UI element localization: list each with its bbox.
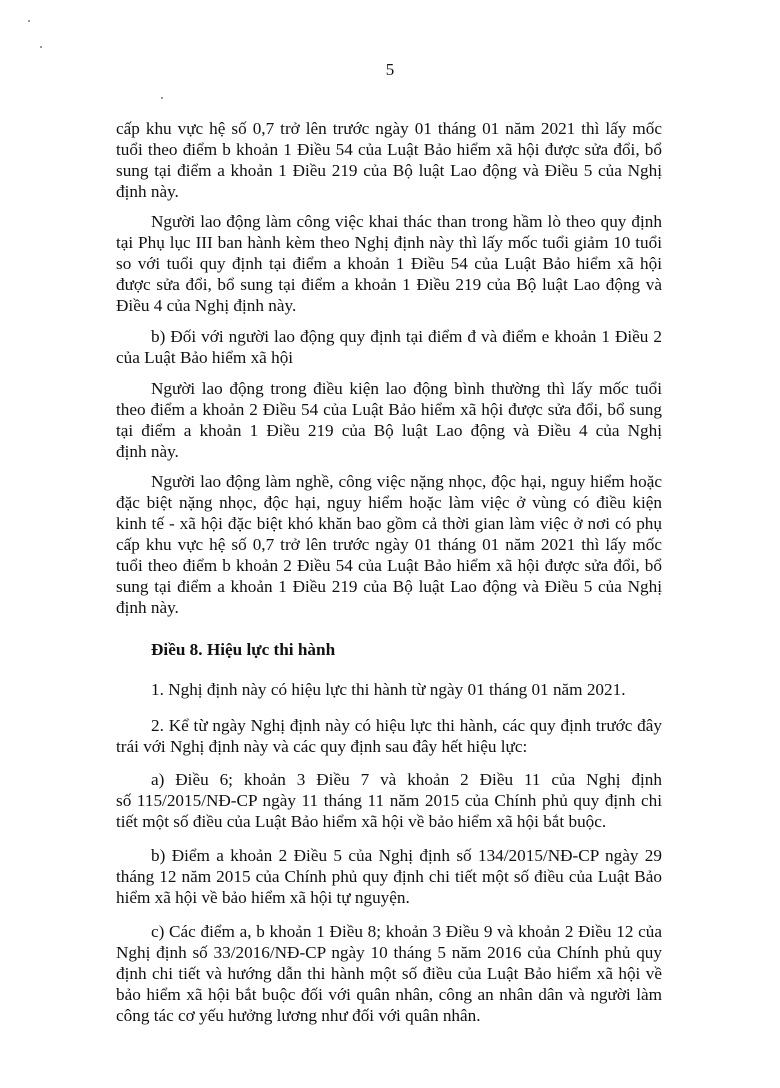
text-line: tại Phụ lục III ban hành kèm theo Nghị định này thì lấy mốc tuổi giảm 10 tuổi [116, 233, 662, 252]
text-line: 2. Kể từ ngày Nghị định này có hiệu lực thi hành, các quy định trước đây [151, 716, 662, 735]
text-line: số 115/2015/NĐ-CP ngày 11 tháng 11 năm 2015 của Chính phủ quy định chi [116, 791, 662, 810]
text-line: tiết một số điều của Luật Bảo hiểm xã hội về bảo hiểm xã hội bắt buộc. [116, 812, 607, 831]
text-line: Người lao động trong điều kiện lao động bình thường thì lấy mốc tuổi [151, 379, 662, 398]
text-line: Người lao động làm công việc khai thác than trong hầm lò theo quy định [151, 212, 662, 231]
text-line: cấp khu vực hệ số 0,7 trở lên trước ngày 01 tháng 01 năm 2021 thì lấy mốc [116, 535, 662, 554]
text-line: Người lao động làm nghề, công việc nặng nhọc, độc hại, nguy hiểm hoặc [151, 472, 662, 491]
text-line: của Luật Bảo hiểm xã hội [116, 348, 294, 367]
text-line: tháng 12 năm 2015 của Chính phủ quy định chi tiết một số điều của Luật Bảo [116, 867, 662, 886]
text-line: b) Đối với người lao động quy định tại điểm đ và điểm e khoản 1 Điều 2 [151, 327, 662, 346]
text-line: cấp khu vực hệ số 0,7 trở lên trước ngày 01 tháng 01 năm 2021 thì lấy mốc [116, 119, 662, 138]
text-line: tại điểm a khoản 1 Điều 219 của Bộ luật Lao động và Điều 4 của Nghị [116, 421, 662, 440]
text-line: theo điểm a khoản 2 Điều 54 của Luật Bảo hiểm xã hội được sửa đổi, bổ sung [116, 400, 662, 419]
text-line: c) Các điểm a, b khoản 1 Điều 8; khoản 3 Điều 9 và khoản 2 Điều 12 của [151, 922, 662, 941]
text-line: định này. [116, 598, 179, 617]
text-line: được sửa đổi, bổ sung tại điểm a khoản 1 Điều 219 của Bộ luật Lao động và [116, 275, 662, 294]
text-line: đặc biệt nặng nhọc, độc hại, nguy hiểm hoặc làm việc ở vùng có điều kiện [116, 493, 662, 512]
text-line: định này. [116, 442, 179, 461]
paragraph-effective-date: 1. Nghị định này có hiệu lực thi hành từ ngày 01 tháng 01 năm 2021. [151, 680, 626, 699]
scan-speck [161, 97, 163, 99]
article-heading: Điều 8. Hiệu lực thi hành [151, 640, 336, 659]
text-line: định chi tiết và hướng dẫn thi hành một số điều của Luật Bảo hiểm xã hội về [116, 964, 662, 983]
text-line: kinh tế - xã hội đặc biệt khó khăn bao gồm cả thời gian làm việc ở nơi có phụ [116, 514, 662, 533]
text-line: so với tuổi quy định tại điểm a khoản 1 Điều 54 của Luật Bảo hiểm xã hội [116, 254, 662, 273]
scan-speck [28, 20, 30, 22]
text-line: b) Điểm a khoản 2 Điều 5 của Nghị định số 134/2015/NĐ-CP ngày 29 [151, 846, 662, 865]
text-line: định này. [116, 182, 179, 201]
text-line: Nghị định số 33/2016/NĐ-CP ngày 10 tháng 5 năm 2016 của Chính phủ quy [116, 943, 662, 962]
text-line: tuổi theo điểm b khoản 1 Điều 54 của Luật Bảo hiểm xã hội được sửa đổi, bổ [116, 140, 662, 159]
text-line: hiểm xã hội về bảo hiểm xã hội tự nguyện. [116, 888, 410, 907]
scan-speck [40, 46, 42, 48]
text-line: Điều 4 của Nghị định này. [116, 296, 297, 315]
text-line: trái với Nghị định này và các quy định sau đây hết hiệu lực: [116, 737, 528, 756]
text-line: sung tại điểm a khoản 1 Điều 219 của Bộ luật Lao động và Điều 5 của Nghị [116, 161, 662, 180]
text-line: a) Điều 6; khoản 3 Điều 7 và khoản 2 Điều 11 của Nghị định [151, 770, 662, 789]
text-line: sung tại điểm a khoản 1 Điều 219 của Bộ luật Lao động và Điều 5 của Nghị [116, 577, 662, 596]
page-number: 5 [385, 60, 395, 79]
text-line: công tác cơ yếu hưởng lương như đối với quân nhân. [116, 1006, 481, 1025]
text-line: bảo hiểm xã hội bắt buộc đối với quân nhân, công an nhân dân và người làm [116, 985, 662, 1004]
text-line: tuổi theo điểm b khoản 2 Điều 54 của Luật Bảo hiểm xã hội được sửa đổi, bổ [116, 556, 662, 575]
